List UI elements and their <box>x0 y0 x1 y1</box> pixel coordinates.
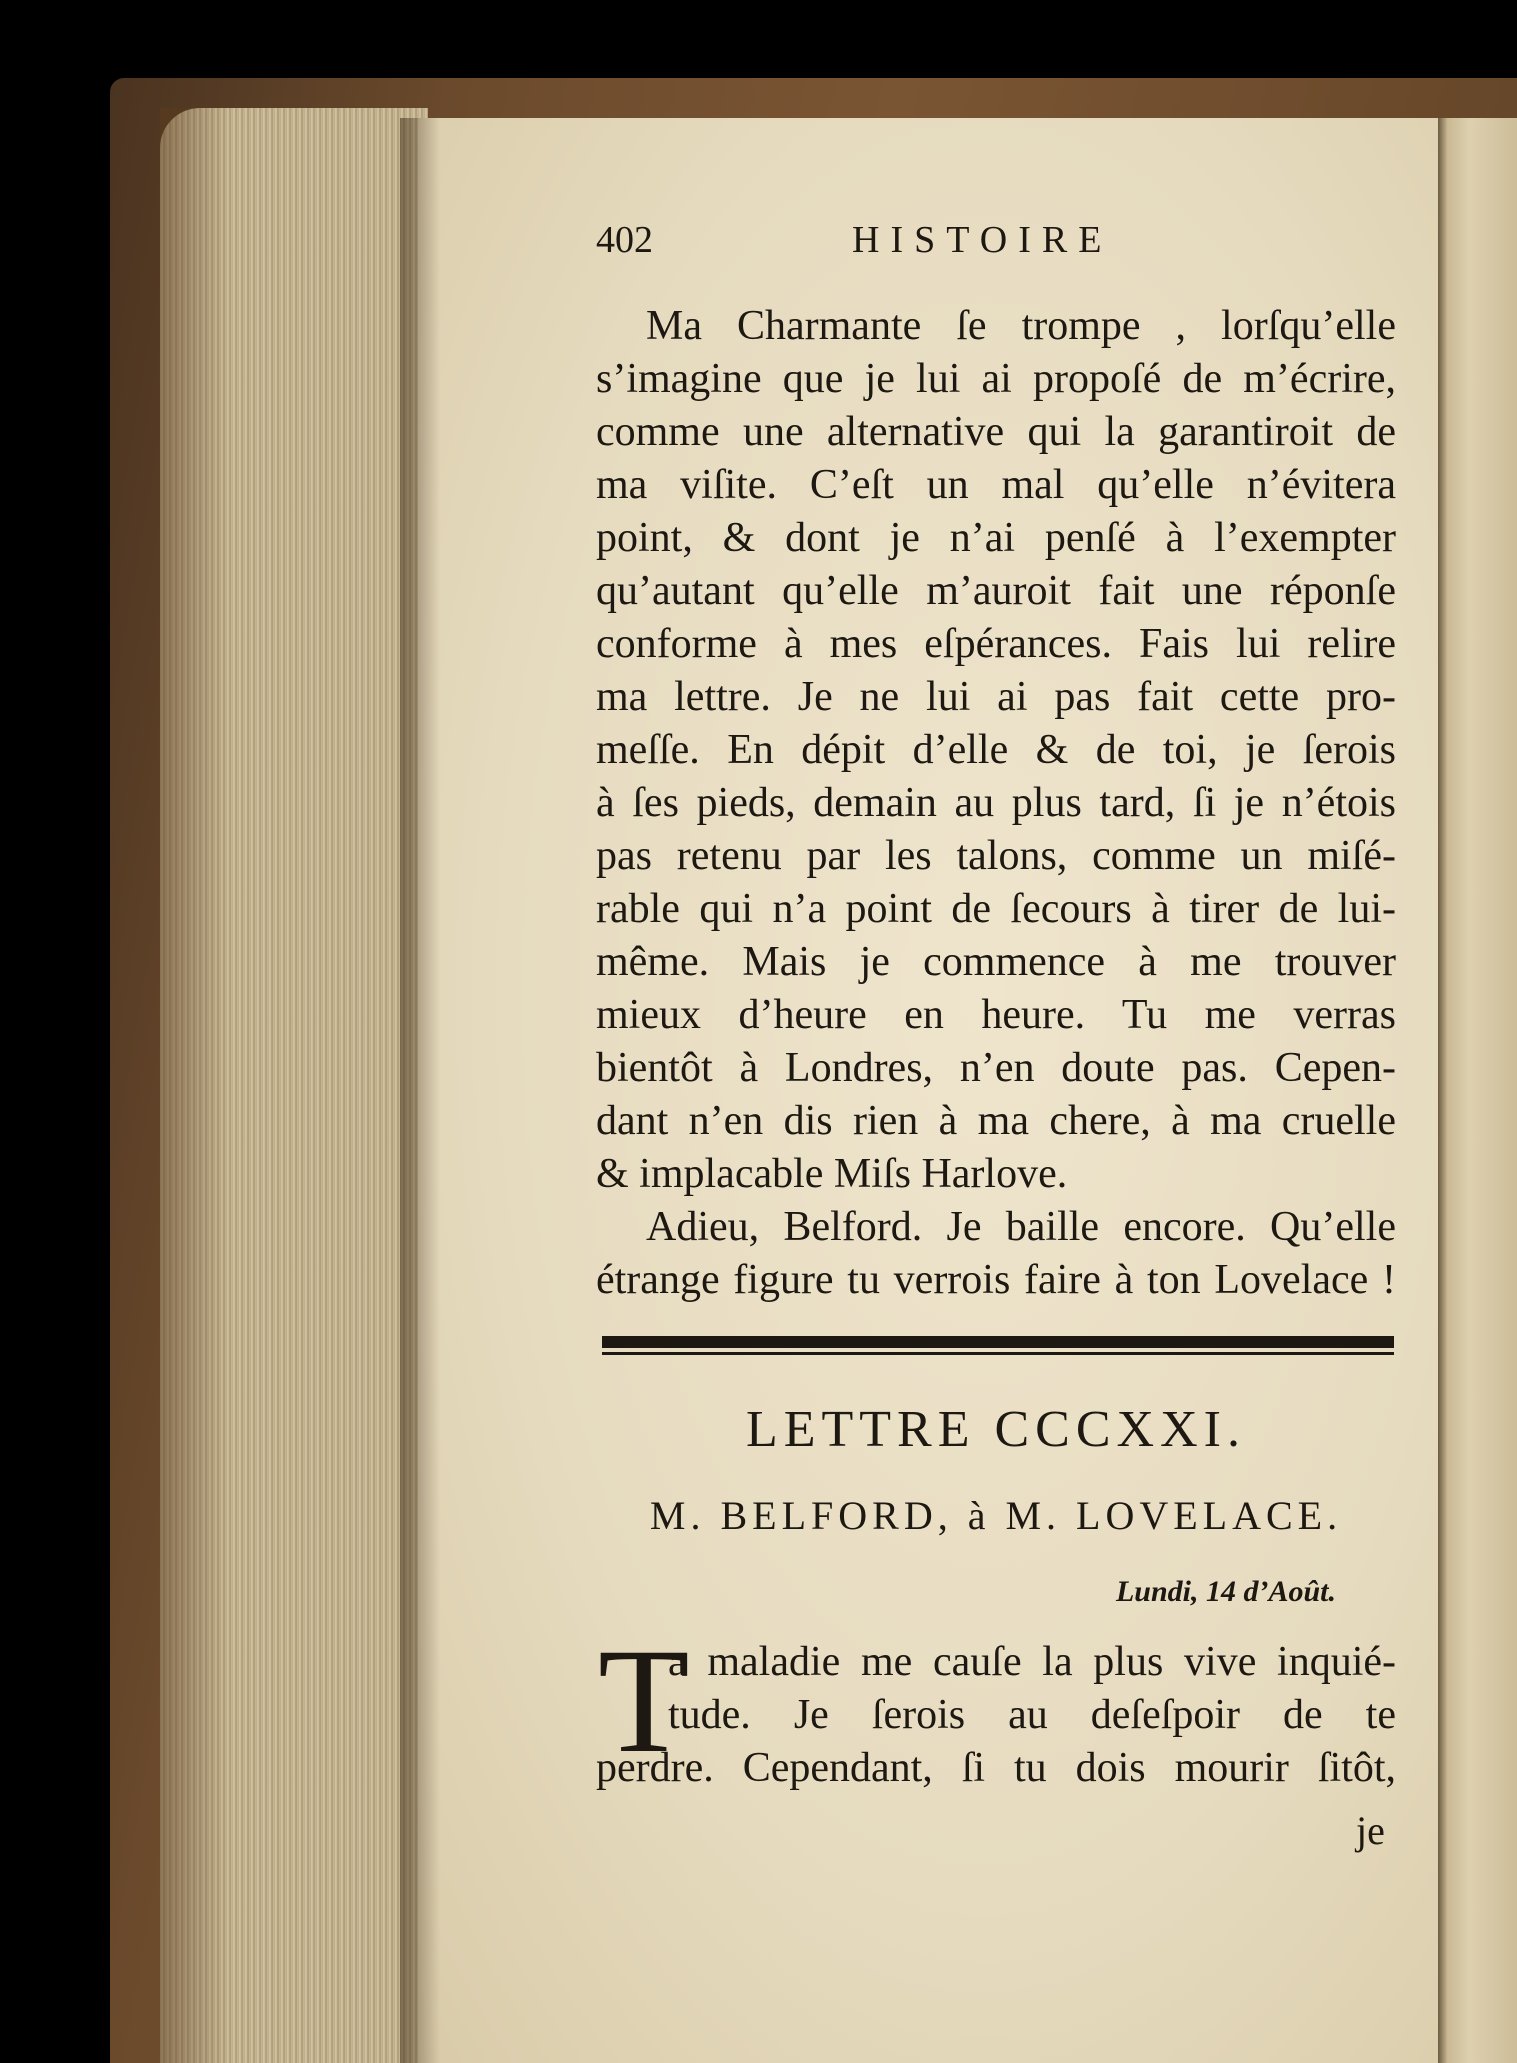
letter-heading: LETTRE CCCXXI. <box>746 1401 1246 1458</box>
rule-thin <box>602 1352 1394 1355</box>
text-line: comme une alternative qui la garantiroit de <box>596 409 1396 455</box>
page-edges-stack <box>160 108 428 2063</box>
catchword: je <box>1356 1808 1385 1853</box>
text-line: & implacable Miſs Harlove. <box>596 1151 1068 1197</box>
drop-cap: T <box>598 1618 690 1784</box>
text-line: bientôt à Londres, n’en doute pas. Cepen- <box>596 1045 1396 1091</box>
text-line: ma viſite. C’eſt un mal qu’elle n’évitera <box>596 462 1396 508</box>
text-line: s’imagine que je lui ai propoſé de m’écrire, <box>596 356 1396 402</box>
section-rule <box>602 1336 1394 1355</box>
text-line: point, & dont je n’ai penſé à l’exempter <box>596 515 1396 561</box>
facing-page-edge <box>1438 118 1517 2063</box>
text-line: perdre. Cependant, ſi tu dois mourir ſitôt, <box>596 1745 1396 1791</box>
text-line: à ſes pieds, demain au plus tard, ſi je n’étois <box>596 780 1396 826</box>
text-line: Ma Charmante ſe trompe , lorſqu’elle <box>646 303 1396 349</box>
text-line: a maladie me cauſe la plus vive inquié- <box>668 1639 1396 1685</box>
text-line: pas retenu par les talons, comme un miſé- <box>596 833 1396 879</box>
letter-body <box>596 1636 1396 1795</box>
running-head <box>596 218 1156 278</box>
text-line: étrange figure tu verrois faire à ton Lovelace ! <box>596 1257 1396 1303</box>
text-line: dant n’en dis rien à ma chere, à ma cruelle <box>596 1098 1396 1144</box>
text-line: meſſe. En dépit d’elle & de toi, je ſerois <box>596 727 1396 773</box>
text-line: conforme à mes eſpérances. Fais lui relire <box>596 621 1396 667</box>
page-number: 402 <box>596 219 653 261</box>
page-gutter-shadow <box>400 118 440 2063</box>
text-line: même. Mais je commence à me trouver <box>596 939 1396 985</box>
running-title: HISTOIRE <box>852 219 1113 261</box>
text-line: ma lettre. Je ne lui ai pas fait cette pro- <box>596 674 1396 720</box>
text-line: tude. Je ſerois au deſeſpoir de te <box>668 1692 1396 1738</box>
letter-dateline: Lundi, 14 d’Août. <box>1115 1575 1336 1608</box>
body-text <box>596 300 1396 1307</box>
text-line: mieux d’heure en heure. Tu me verras <box>596 992 1396 1038</box>
letter-addressee: M. BELFORD, à M. LOVELACE. <box>649 1493 1343 1538</box>
text-line: rable qui n’a point de ſecours à tirer de lui- <box>596 886 1396 932</box>
text-line: Adieu, Belford. Je baille encore. Qu’elle <box>646 1204 1396 1250</box>
text-line: qu’autant qu’elle m’auroit fait une réponſe <box>596 568 1396 614</box>
rule-thick <box>602 1336 1394 1348</box>
